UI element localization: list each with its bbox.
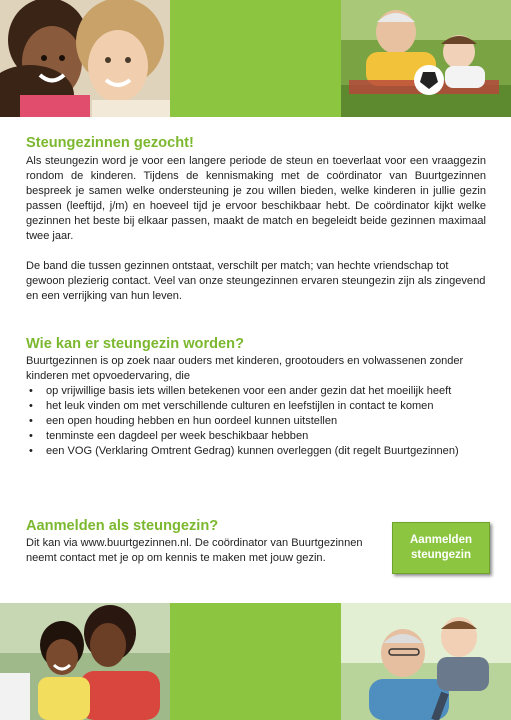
section2-title: Wie kan er steungezin worden? bbox=[26, 336, 245, 352]
requirements-list bbox=[26, 384, 496, 459]
section3-title: Aanmelden als steungezin? bbox=[26, 518, 219, 534]
cta-line2: steungezin bbox=[410, 549, 472, 561]
bottom-photo-band bbox=[0, 603, 511, 720]
main-content bbox=[26, 134, 486, 564]
section3-text: Dit kan via www.buurtgezinnen.nl. De coördinator van Buurtgezinnen neemt contact met je op om kennis te maken met jouw gezin. bbox=[26, 537, 363, 564]
section1-title: Steungezinnen gezocht! bbox=[26, 135, 194, 151]
top-photo-band bbox=[0, 0, 511, 117]
section1-paragraph1: Als steungezin word je voor een langere periode de steun en toeverlaat voor een vraaggezin rondom de kinderen. Tijdens de kennismaking met de coördinator van Buurtgezinnen bespreek je samen welke ondersteuning je zou willen bieden, welke kinderen in jullie gezin passen (leeftijd, j/m) en hoeveel tijd je ervoor beschikbaar hebt. De coördinator kijkt welke gezinnen het beste bij elkaar passen, maakt de match en begeleidt beide gezinnen maximaal twee jaar. bbox=[26, 155, 486, 242]
section-steungezinnen-gezocht bbox=[26, 134, 486, 304]
list-item: • een VOG (Verklaring Omtrent Gedrag) kunnen overleggen (dit regelt Buurtgezinnen) bbox=[26, 444, 496, 459]
aanmelden-steungezin-button[interactable] bbox=[392, 522, 490, 574]
cta-line1: Aanmelden bbox=[410, 534, 472, 546]
green-block-bottom bbox=[170, 603, 341, 720]
list-item: • tenminste een dagdeel per week beschikbaar hebben bbox=[26, 429, 496, 444]
section-aanmelden bbox=[26, 517, 366, 566]
photo-mother-daughter bbox=[0, 603, 170, 720]
list-item: • het leuk vinden om met verschillende culturen en leefstijlen in contact te komen bbox=[26, 399, 496, 414]
section-wie-kan-steungezin-worden bbox=[26, 335, 496, 459]
photo-grandfather-piggyback bbox=[341, 603, 511, 720]
section1-paragraph2: De band die tussen gezinnen ontstaat, verschilt per match; van hechte vriendschap tot gewoon plezierig contact. Veel van onze steungezinnen ervaren steungezin zijn als zingevend en een verrijking van hun leven. bbox=[26, 260, 486, 302]
photo-grandfather-football bbox=[341, 0, 511, 117]
photo-two-girls bbox=[0, 0, 170, 117]
list-item: • op vrijwillige basis iets willen betekenen voor een ander gezin dat het moeilijk heeft bbox=[26, 384, 496, 399]
list-item: • een open houding hebben en hun oordeel kunnen uitstellen bbox=[26, 414, 496, 429]
section2-intro: Buurtgezinnen is op zoek naar ouders met kinderen, grootouders en volwassenen zonder kinderen met opvoedervaring, die bbox=[26, 355, 464, 382]
green-block-top bbox=[170, 0, 341, 117]
